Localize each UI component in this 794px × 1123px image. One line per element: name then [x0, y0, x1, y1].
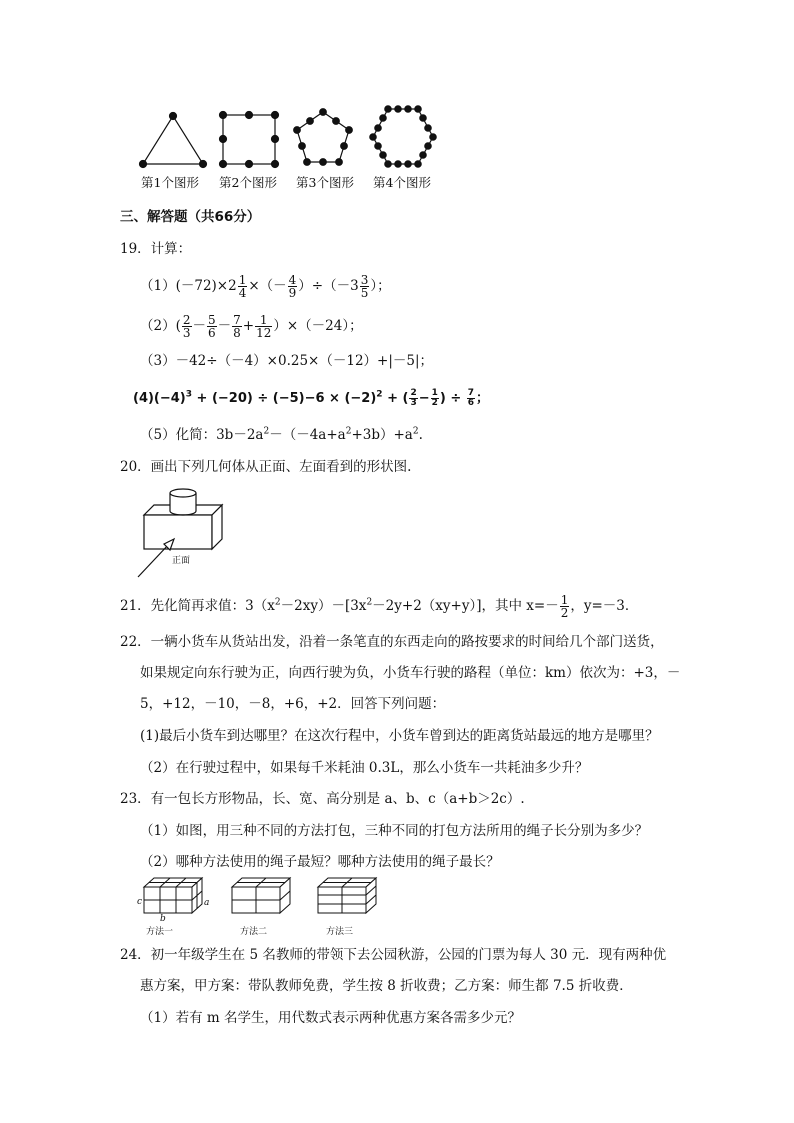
caption-figure-4: 第4个图形: [373, 175, 431, 190]
q22-line-1: 22．一辆小货车从货站出发，沿着一条笔直的东西走向的路按要求的时间给几个部门送货，: [120, 634, 664, 650]
caption-figure-2: 第2个图形: [219, 175, 277, 190]
q22-line-2: 如果规定向东行驶为正，向西行驶为负，小货车行驶的路程（单位：km）依次为：+3，－: [140, 665, 681, 681]
q19-part2: （2）( $\frac{2}{3}$ － $\frac{5}{6}$ － $\frac{7}{8}$ + $\frac{1}{12}$ ）×（－24）；: [140, 313, 363, 340]
q19-part4: $(4)(-4)^3 + (-20) \div (-5)-6 \times (-2)^2$ + ( $\frac{2}{3}$ − $\frac{1}{2}$ ) ÷ $\frac{7}{6}$ ；: [133, 388, 490, 408]
figure-3-pentagon: [294, 109, 353, 166]
q19-part5: （5）化简：$3b-2a^2-(-4a+a^2+3b)+a^2$.: [140, 426, 423, 443]
q20-solid-figure: [130, 485, 240, 585]
caption-figure-3: 第3个图形: [296, 175, 354, 190]
q19-head: 19．计算：: [120, 241, 192, 257]
q23-method-3: 方法三: [326, 927, 354, 937]
q23-packing-figures: [130, 875, 390, 925]
figure-1-triangle: [140, 113, 207, 168]
q24-line-2: 惠方案，甲方案：带队教师免费，学生按 8 折收费；乙方案：师生都 7.5 折收费．: [140, 978, 633, 994]
q19-part1: （1）(－72)×2 $\frac{1}{4}$ ×（－ $\frac{4}{9}$ ）÷（－3 $\frac{3}{5}$ ）；: [140, 273, 391, 300]
q23-method-1: 方法一: [146, 927, 174, 937]
q22-part-1: (1)最后小货车到达哪里？在这次行程中，小货车曾到达的距离货站最远的地方是哪里？: [140, 728, 659, 744]
q23-label-c: c: [137, 897, 143, 907]
q24-part-1: （1）若有 m 名学生，用代数式表示两种优惠方案各需多少元？: [140, 1010, 521, 1026]
q23-part-1: （1）如图，用三种不同的方法打包，三种不同的打包方法所用的绳子长分别为多少？: [140, 823, 649, 839]
dot-figures: [130, 100, 450, 172]
figure-2-square: [220, 112, 279, 168]
q19-part3: （3）－42÷（－4）×0.25×（－12）+|－5|；: [140, 353, 434, 369]
q20-front-label: 正面: [172, 556, 191, 566]
q23-label-a: a: [204, 898, 210, 908]
q23-label-b: b: [160, 914, 166, 924]
q24-line-1: 24．初一年级学生在 5 名教师的带领下去公园秋游，公园的门票为每人 30 元．现有两种优: [120, 947, 667, 963]
q21-line: 21．先化简再求值：$3(x^2-2xy)-[3x^2-2y+2(xy+y)]$，其中 x=－ $\frac{1}{2}$ ，y=－3．: [120, 593, 639, 620]
q23-line-1: 23．有一包长方形物品，长、宽、高分别是 a、b、c（a+b＞2c）.: [120, 791, 525, 807]
caption-figure-1: 第1个图形: [141, 175, 199, 190]
q20-head: 20．画出下列几何体从正面、左面看到的形状图.: [120, 459, 412, 475]
q22-part-2: （2）在行驶过程中，如果每千米耗油 0.3L，那么小货车一共耗油多少升？: [140, 760, 589, 776]
q22-line-3: 5，+12，－10，－8，+6，+2．回答下列问题：: [140, 696, 446, 712]
figure-4-hexagon: [370, 106, 436, 167]
q23-part-2: （2）哪种方法使用的绳子最短？哪种方法使用的绳子最长？: [140, 854, 500, 870]
q23-method-2: 方法二: [240, 927, 268, 937]
section-title: 三、解答题（共66分）: [120, 209, 261, 225]
